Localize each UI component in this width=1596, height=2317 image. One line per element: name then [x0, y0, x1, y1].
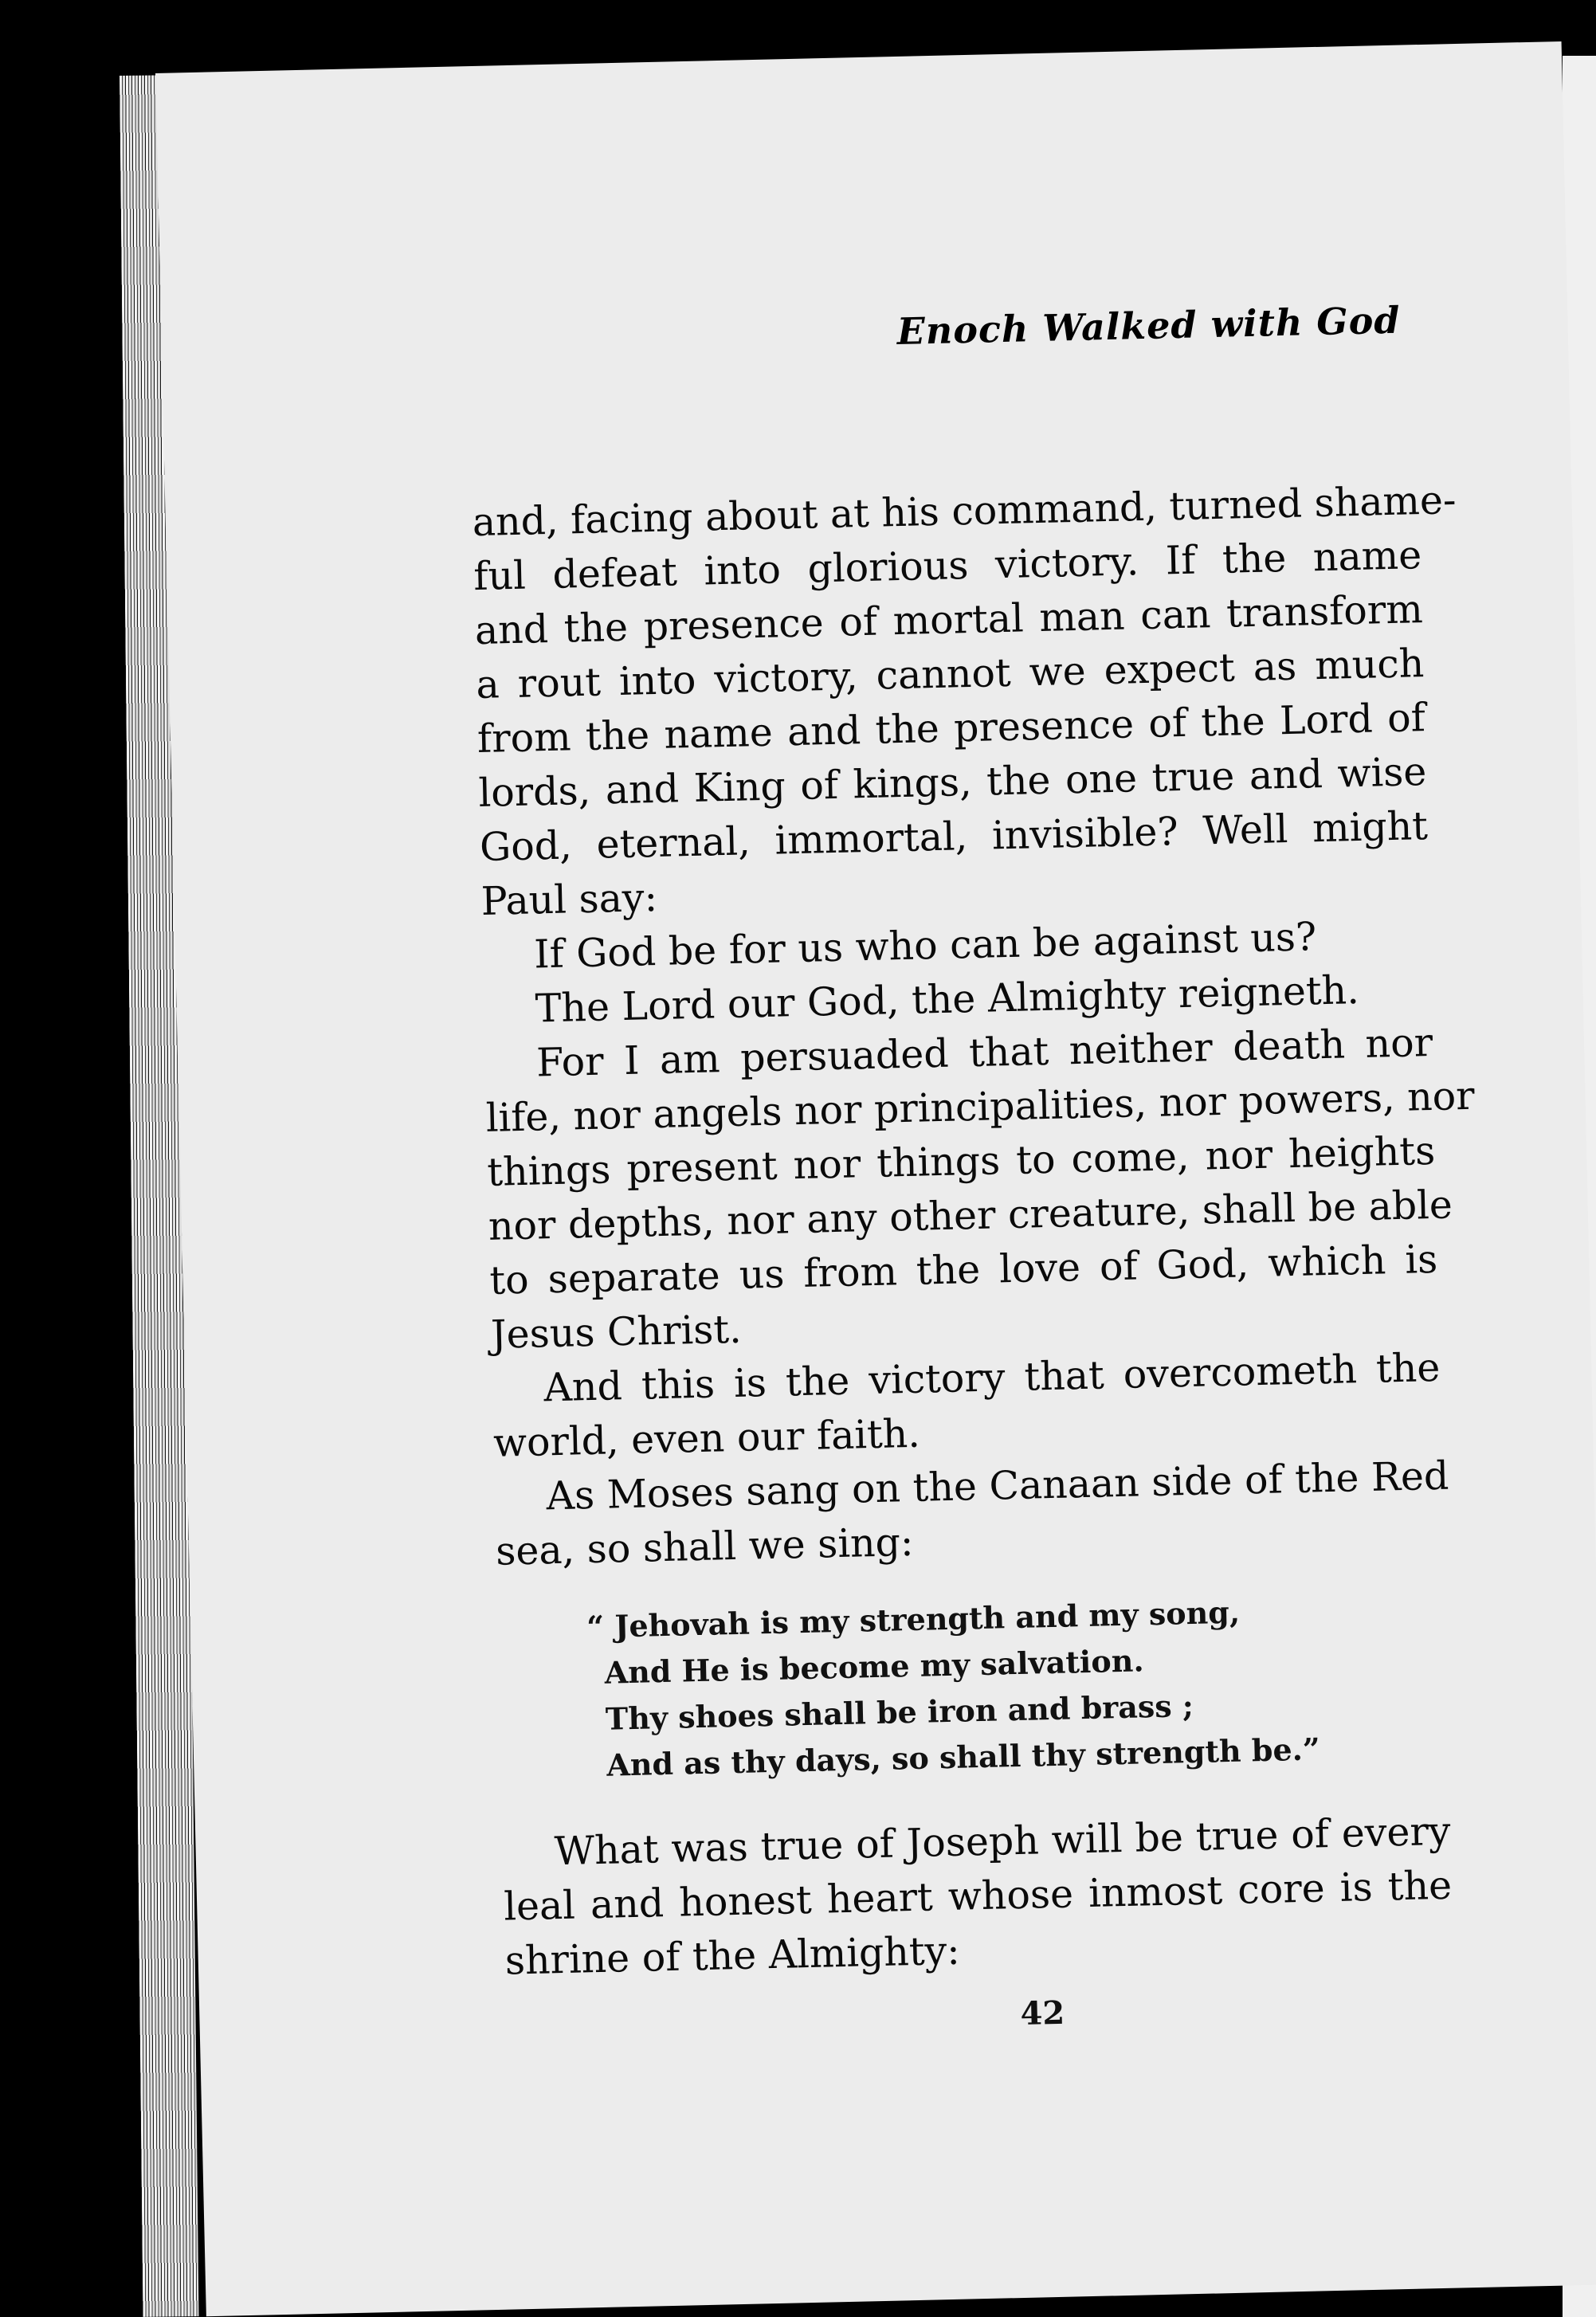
text-line: shrine of the Almighty: [504, 1927, 961, 1984]
text-line: from the name and the presence of the Lord of [476, 695, 1426, 763]
verse-line: The Lord our God, the Almighty reigneth. [535, 967, 1360, 1032]
poem-line: And He is become my salvation. [604, 1642, 1145, 1691]
text-line: God, eternal, immortal, invisible? Well might [479, 803, 1429, 871]
text-line: What was true of Joseph will be true of every [554, 1808, 1452, 1875]
book-page [155, 41, 1596, 2316]
text-line: nor depths, nor any other creature, shall be able [488, 1182, 1453, 1249]
poem-line: And as thy days, so shall thy strength be.” [606, 1731, 1321, 1783]
text-line: And this is the victory that overcometh the [543, 1344, 1441, 1411]
verse-line: If God be for us who can be against us? [533, 914, 1317, 978]
text-line: sea, so shall we sing: [495, 1519, 915, 1574]
text-line: to separate us from the love of God, which is [488, 1236, 1438, 1304]
poem-line: Thy shoes shall be iron and brass ; [605, 1687, 1194, 1737]
text-line: lords, and King of kings, the one true and wise [477, 749, 1427, 817]
text-line: things present nor things to come, nor heights [486, 1127, 1436, 1195]
text-line: Paul say: [480, 874, 658, 924]
text-line: life, nor angels nor principalities, nor powers, nor [485, 1072, 1476, 1141]
text-line: a rout into victory, cannot we expect as much [475, 641, 1425, 708]
text-line: and, facing about at his command, turned shame- [472, 477, 1457, 546]
page-number: 42 [1020, 1994, 1065, 2033]
text-line: Jesus Christ. [490, 1306, 743, 1358]
text-line: leal and honest heart whose inmost core is the [503, 1862, 1453, 1930]
text-line: and the presence of mortal man can transform [474, 586, 1424, 654]
running-head: Enoch Walked with God [896, 298, 1402, 353]
text-line: ful defeat into glorious victory. If the name [473, 532, 1422, 600]
text-line: As Moses sang on the Canaan side of the Red [545, 1453, 1449, 1519]
text-line: world, even our faith. [492, 1410, 921, 1466]
text-line: For I am persuaded that neither death nor [535, 1019, 1433, 1086]
poem-line: “ Jehovah is my strength and my song, [586, 1594, 1241, 1645]
